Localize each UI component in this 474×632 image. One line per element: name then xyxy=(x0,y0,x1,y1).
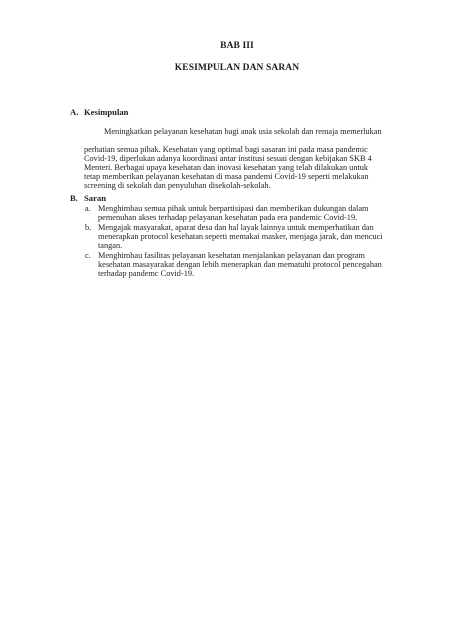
chapter-number: BAB III xyxy=(220,41,254,51)
paragraph-line: screening di sekolah dan penyuluhan disekolah-sekolah. xyxy=(84,181,271,190)
paragraph-line: tetap memberikan pelayanan kesehatan di masa pandemi Covid-19 seperti melakukan xyxy=(84,172,369,181)
paragraph-line: Meningkatkan pelayanan kesehatan bagi anak usia sekolah dan remaja memerlukan xyxy=(104,127,382,136)
section-letter: B. xyxy=(70,193,78,203)
list-item-line: kesehatan masayarakat dengan lebih menerapkan dan mematuhi protocol pencegahan xyxy=(98,260,382,269)
list-item-letter: c. xyxy=(85,251,91,260)
list-item-line: terhadap pandemc Covid-19. xyxy=(98,269,195,278)
section-title: Kesimpulan xyxy=(84,107,129,117)
paragraph-line: Covid-19, diperlukan adanya koordinasi antar institusi sesuai dengan kebijakan SKB 4 xyxy=(84,154,372,163)
section-heading-kesimpulan xyxy=(70,107,210,119)
chapter-title: KESIMPULAN DAN SARAN xyxy=(174,63,300,73)
list-item-line: Menghimbau semua pihak untuk berpartisipasi dan memberikan dukungan dalam xyxy=(98,204,369,213)
list-item-line: Menghimbau fasilitas pelayanan kesehatan menjalankan pelayanan dan program xyxy=(98,251,366,260)
list-item-line: tangan. xyxy=(98,241,123,250)
list-item-letter: b. xyxy=(85,223,92,232)
list-item-line: menerapkan protocol kesehatan seperti memakai masker, menjaga jarak, dan mencuci xyxy=(98,232,383,241)
list-item-line: Mengajak masyarakat, aparat desa dan hal layak lainnya untuk memperhatikan dan xyxy=(98,223,374,232)
paragraph-line: Menteri. Berbagai upaya kesehatan dan inovasi kesehatan yang telah dilakukan untuk xyxy=(84,163,369,172)
section-letter: A. xyxy=(70,107,79,117)
list-item-letter: a. xyxy=(85,204,91,213)
list-item-line: pemenuhan akses terhadap pelayanan kesehatan pada era pandemic Covid-19. xyxy=(98,213,358,222)
paragraph-line: perhatian semua pihak. Kesehatan yang optimal bagi sasaran ini pada masa pandemic xyxy=(84,145,368,154)
section-title: Saran xyxy=(84,193,106,203)
